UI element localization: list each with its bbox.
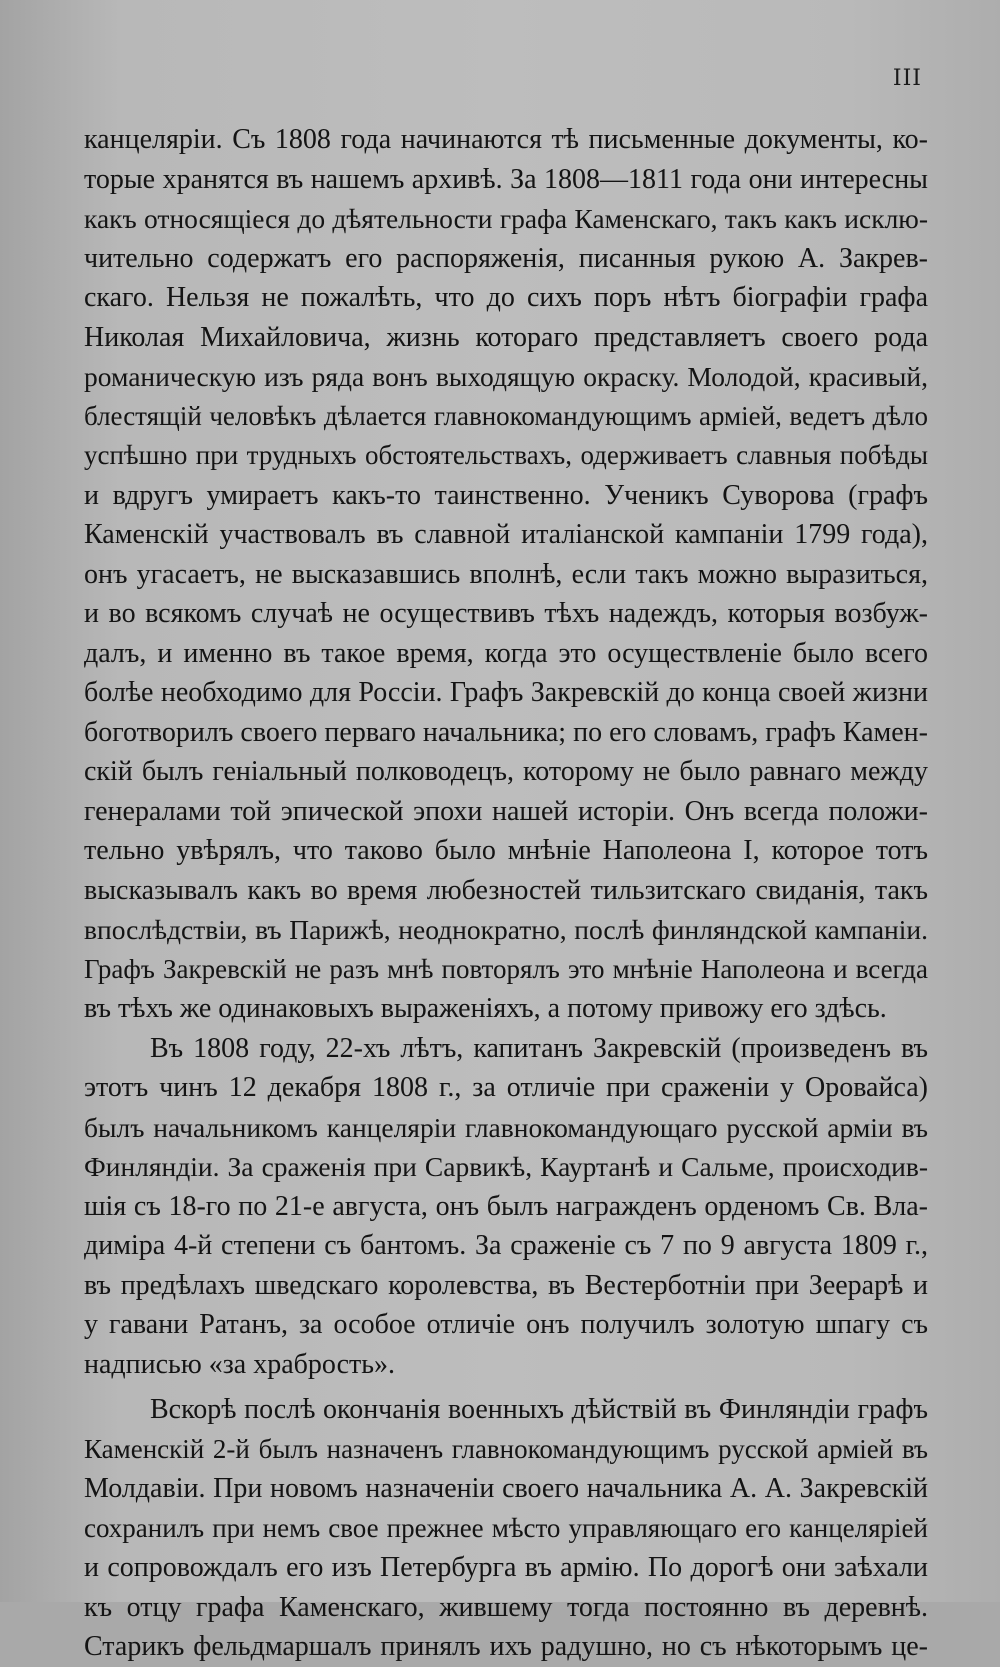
- text-line: сохранилъ при немъ свое прежнее мѣсто управляющаго его канцеляріей: [84, 1512, 928, 1543]
- text-line: генералами той эпической эпохи нашей исторіи. Онъ всегда положи-: [84, 795, 928, 827]
- text-line: надписью «за храбрость».: [84, 1348, 396, 1380]
- text-line: канцеляріи. Съ 1808 года начинаются тѣ письменные документы, ко-: [84, 124, 928, 155]
- text-line: Графъ Закревскій не разъ мнѣ повторялъ это мнѣніе Наполеона и всегда: [84, 953, 928, 984]
- text-line: какъ относящіеся до дѣятельности графа Каменскаго, такъ какъ исклю-: [84, 203, 928, 234]
- text-line: онъ угасаетъ, не высказавшись вполнѣ, если такъ можно выразиться,: [84, 558, 928, 590]
- page-number: III: [892, 66, 922, 91]
- text-line: въ предѣлахъ шведскаго королевства, въ Вестерботніи при Зеерарѣ и: [84, 1269, 928, 1301]
- text-line: шія съ 18-го по 21-е августа, онъ былъ награжденъ орденомъ Св. Вла-: [84, 1190, 928, 1222]
- paragraph-start-line: Вскорѣ послѣ окончанія военныхъ дѣйствій въ Финляндіи графъ: [150, 1394, 928, 1425]
- text-line: и вдругъ умираетъ какъ-то таинственно. Ученикъ Суворова (графъ: [84, 479, 928, 511]
- text-line: боготворилъ своего перваго начальника; по его словамъ, графъ Камен-: [84, 716, 928, 748]
- text-line: и сопровождалъ его изъ Петербурга въ армію. По дорогѣ они заѣхали: [84, 1552, 928, 1583]
- text-line: Каменскій участвовалъ въ славной италіанской кампаніи 1799 года),: [84, 519, 928, 550]
- text-line: Старикъ фельдмаршалъ принялъ ихъ радушно, но съ нѣкоторымъ це-: [84, 1631, 928, 1662]
- text-line: скаго. Нельзя не пожалѣть, что до сихъ поръ нѣтъ біографіи графа: [84, 282, 928, 313]
- text-line: Молдавіи. При новомъ назначеніи своего начальника А. А. Закревскій: [84, 1473, 928, 1504]
- text-line: въ тѣхъ же одинаковыхъ выраженіяхъ, а потому привожу его здѣсь.: [84, 993, 887, 1024]
- text-line: этотъ чинъ 12 декабря 1808 г., за отличіе при сраженіи у Оровайса): [84, 1072, 928, 1103]
- paragraph-start-line: Въ 1808 году, 22-хъ лѣтъ, капитанъ Закревскій (произведенъ въ: [150, 1032, 928, 1064]
- text-line: далъ, и именно въ такое время, когда это осуществленіе было всего: [84, 637, 928, 669]
- text-line: Каменскій 2-й былъ назначенъ главнокомандующимъ русской арміей въ: [84, 1433, 928, 1464]
- text-line: тельно увѣрялъ, что таково было мнѣніе Наполеона I, которое тотъ: [84, 835, 928, 866]
- text-line: высказывалъ какъ во время любезностей тильзитскаго свиданія, такъ: [84, 874, 928, 906]
- text-line: у гавани Ратанъ, за особое отличіе онъ получилъ золотую шпагу съ: [84, 1309, 928, 1340]
- text-line: успѣшно при трудныхъ обстоятельствахъ, одерживаетъ славныя побѣды: [84, 440, 928, 470]
- text-line: къ отцу графа Каменскаго, жившему тогда постоянно въ деревнѣ.: [84, 1591, 928, 1623]
- body-text: [84, 120, 928, 1667]
- text-line: Финляндіи. За сраженія при Сарвикѣ, Кауртанѣ и Сальме, происходив-: [84, 1151, 928, 1182]
- text-line: торые хранятся въ нашемъ архивѣ. За 1808—1811 года они интересны: [84, 163, 928, 195]
- text-line: Николая Михайловича, жизнь котораго представляетъ своего рода: [84, 321, 928, 353]
- text-line: блестящій человѣкъ дѣлается главнокомандующимъ арміей, ведетъ дѣло: [84, 400, 928, 431]
- text-line: болѣе необходимо для Россіи. Графъ Закревскій до конца своей жизни: [84, 677, 928, 708]
- text-line: скій былъ геніальный полководецъ, которому не было равнаго между: [84, 756, 928, 787]
- text-line: впослѣдствіи, въ Парижѣ, неоднократно, послѣ финляндской кампаніи.: [84, 914, 928, 945]
- text-line: романическую изъ ряда вонъ выходящую окраску. Молодой, красивый,: [84, 361, 928, 392]
- text-line: былъ начальникомъ канцеляріи главнокомандующаго русской арміи въ: [84, 1111, 928, 1143]
- text-line: и во всякомъ случаѣ не осуществивъ тѣхъ надеждъ, которыя возбуж-: [84, 598, 928, 629]
- text-line: чительно содержатъ его распоряженія, писанныя рукою А. Закрев-: [84, 242, 928, 274]
- text-line: диміра 4-й степени съ бантомъ. За сраженіе съ 7 по 9 августа 1809 г.,: [84, 1230, 928, 1261]
